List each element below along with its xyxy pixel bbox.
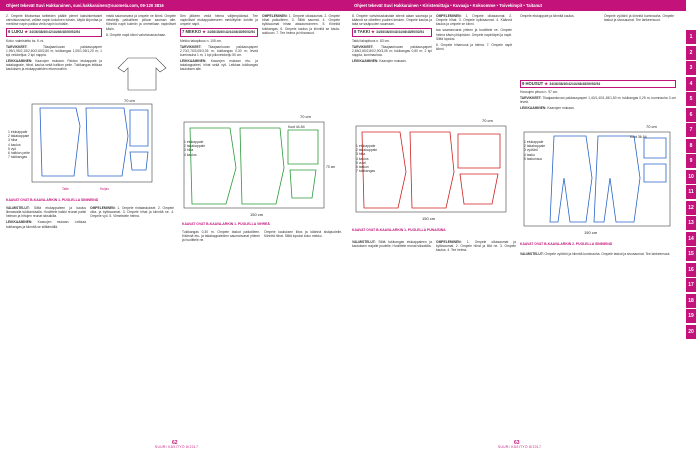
prep-text: Ompele vyötärö ja kiinnitä kuminauha. Ompele taskut ja sivusaumat. Tee lahkeensuut. [544, 252, 671, 256]
pattern-piece-back [410, 132, 454, 208]
legend-item: 3 vyötärö [524, 148, 538, 153]
fabric-length-label: 70 cm [482, 118, 493, 123]
left-pattern-layout-figure [6, 96, 166, 194]
right-page [348, 0, 696, 450]
legend-item: 5 vyö [8, 146, 17, 151]
pattern-sizes: 34/36/38/40/42/44/46/48/50/52/54 [376, 30, 424, 35]
legend-item: 2 takakappale [8, 134, 30, 139]
pattern-sizes: 34/36/38/40/42/44/46/48/50/52/54 [29, 30, 81, 35]
pattern-number: 8 [354, 29, 357, 35]
left-figure-legend [8, 130, 30, 159]
section-tab: 9 [686, 154, 696, 168]
instructions-text: Tukikangas 0,30 m. Ompele taskut paikoilleen. Käännä etu- ja takakappaleiden saumanvarat yhteen ja huolittele ne. [182, 230, 260, 243]
left-page-number: 62 [172, 440, 178, 446]
right-footer: SUURI KÄSITYÖ 8/2017 [498, 445, 542, 449]
left-column-4 [262, 14, 340, 37]
pattern-9-block [520, 80, 676, 112]
star-icon: ★ [544, 81, 549, 86]
section-tab: 2 [686, 46, 696, 60]
fabric-outline [184, 122, 324, 208]
legend-item: 3 hiha [356, 152, 366, 157]
prep-text: Silitä tukikangas etukappaleen ja kauluksen nurjalle puolelle. Huolittele reunat siksakilla. [352, 240, 432, 249]
section-tab: 1 [686, 30, 696, 44]
legend-item: 2 takakappale [184, 144, 206, 149]
pattern-piece-sleeve [288, 130, 318, 164]
sewing-heading: OMPELEMINEN: [436, 14, 462, 18]
left-column-3 [180, 14, 258, 73]
section-tab: 6 [686, 108, 696, 122]
legend-item: 5 vuori [356, 160, 367, 165]
star-icon: ★ [371, 29, 375, 35]
section-tab: 10 [686, 170, 696, 184]
left-bottom-col-1 [6, 206, 86, 231]
pattern-6-header [6, 28, 102, 36]
selvedge-label: Hulpio [100, 187, 110, 191]
pattern-piece-back [240, 128, 284, 204]
pattern-piece-back [86, 108, 128, 176]
pattern-title: TAKKI [357, 29, 370, 35]
coat-figure-caption: KAAVAT OVAT B-KAAVA-ARKIN 1. PUOLELLA PUNAISINA [352, 228, 446, 232]
legend-item: 3 hiha [184, 148, 194, 153]
pattern-title: HOUSUT [525, 81, 544, 86]
fabric-width-label: 150 cm [250, 212, 264, 217]
legend-item: 4 kaulus [184, 152, 197, 157]
fabric-length-label: 70 cm [646, 124, 657, 129]
sewing-text: 1. Ompele olkasaumat. 2. Ompele hihat. 3. Ompele kylkisaumat. 4. Käännä kaulus ja ompele se kiinni. [436, 14, 512, 27]
left-column-1 [6, 14, 102, 73]
legend-item: 6 taskun [356, 165, 369, 170]
legend-item: 7 tukikangas [356, 169, 376, 174]
pattern-sizes: 34/36/38/40/42/44/46/48/50/52/54 [207, 30, 256, 35]
prep-heading: VALMISTELUT: [6, 206, 30, 210]
right-page-number: 63 [514, 440, 520, 446]
right-column-2 [436, 14, 512, 53]
legend-item: 4 tasku [524, 152, 535, 157]
pattern-size-note: Takki takapituus n. 83 cm. [352, 38, 390, 43]
legend-item: 3 hiha [8, 138, 18, 143]
left-figure-caption: KAAVAT OVAT B-KAAVA-ARKIN 1. PUOLELLA SININEINÄ [6, 198, 99, 202]
cutting-text: Kaavojen mukaan etu- ja takakappaleet, hihat sekä vyö. Leikkaa tukikangas kauluksen alle. [180, 59, 258, 72]
instructions-text: Ompele etukappale ja kiinnitä kaulus. [520, 14, 575, 18]
legend-item: 1 etukappale [8, 130, 28, 134]
cutting-heading: LEIKKAAMINEN: [180, 59, 207, 64]
sizes-label: Koot 36-54 [630, 135, 647, 139]
legend-item: 2 takakappale [524, 144, 546, 149]
sewing-heading: OMPELEMINEN: [90, 206, 116, 210]
pattern-size-note: Housujen pituus n. 97 cm. [520, 90, 559, 95]
section-tab: 5 [686, 92, 696, 106]
pattern-number: 9 [522, 81, 525, 86]
instructions-text: Sen jälkeen vedä helma väljempäänsä. Tee napinlävet etukappaleeseen merkittyihin kohtiin ja ompele napit. [180, 14, 258, 27]
pattern-piece-pocket [644, 164, 666, 182]
instructions-text: 8. Ompele vahvistuskaistale sitenti alaan saumoja ja käännä se oikeitten puolien kesken. Ompele kaulus ja taita se sisäpuolen saumaan. [352, 14, 432, 27]
pattern-piece-collar [130, 152, 148, 170]
legend-item: 1 etukappale [356, 144, 376, 148]
instructions-text: 8. Ompele napit kiinni vahvistusnauhaan. [106, 32, 167, 37]
section-tab: 3 [686, 61, 696, 75]
section-tab: 15 [686, 247, 696, 261]
sewing-heading: OMPELEMINEN: [436, 240, 462, 244]
materials-heading: TARVIKKEET: [6, 44, 28, 49]
legend-item: 1 etukappale [524, 140, 544, 144]
fabric-outline [356, 126, 506, 212]
pattern-9-header [520, 80, 676, 88]
section-tab: 12 [686, 201, 696, 215]
materials-text: Tilaajaankuvan pakkauspaperi 2,65/2,80/2,80/2,90/3,05 m; tukikangas 0,80 m; 2 kpl nappia, kuminauhaa. [352, 44, 432, 58]
fold-label: Taite [62, 187, 69, 191]
fabric-width-label: 70 cm [124, 98, 135, 103]
left-bottom-col-2 [90, 206, 174, 220]
instructions-text: Ompele vyötärö ja kiinnitä kuminauha. Ompele taskut ja sivusaumat. Tee lahkeensuut. [604, 14, 674, 23]
materials-heading: TARVIKKEET: [180, 44, 202, 49]
section-tab: 20 [686, 325, 696, 339]
right-bottom-col-2 [436, 240, 516, 254]
fabric-width-label: 150 cm [422, 216, 436, 221]
dress-pattern-layout-figure [180, 108, 344, 218]
instructions-text: 6. Ompele hihansuut ja helma. 7. Ompele napit kiinni. [436, 42, 512, 52]
sewing-text: 1. Ompele olkasaumat. 2. Ompele hihat paikoilleen. 3. Silitä saumat. 4. Ompele kylkisaumat hihan alasaumoineen. 5. Kiinnitä tukikangas. 6. Ompele kaulus ja kiinnitä se kaula-aukkoon. 7. Tee helma ja hihansuut. [262, 14, 340, 35]
pattern-size-note: Mekko takapituus n. 105 cm. [180, 38, 222, 43]
garment-sketch [118, 58, 166, 90]
section-tab: 17 [686, 278, 696, 292]
pattern-number: 6 [8, 29, 11, 35]
pattern-8-header [352, 28, 432, 36]
section-tab: 4 [686, 77, 696, 91]
star-icon: ★ [24, 29, 29, 35]
star-icon: ★ [202, 29, 207, 35]
cutting-heading: LEIKKAAMINEN: [520, 106, 547, 111]
fabric-outline [524, 132, 670, 226]
right-column-3 [520, 14, 600, 20]
trousers-figure-caption: KAAVAT OVAT B-KAAVA-ARKIN 2. PUOLELLA SININEINÄ [520, 242, 613, 246]
legend-item: 6 halkion peite [8, 151, 30, 156]
instructions-text: mistä saumanvara ja ompele ne kiinni. Ompele vetoketju paikoilleen piiloon sauman alle. Kiinnitä napit kulmiin ja ommellaan napinlävet käsin. [106, 14, 176, 31]
fabric-width-label: 150 cm [584, 230, 598, 235]
left-intro: 2. Ompele liitoksessa taitteiden päälle pienet kaksinkertaiset vahvistusnauhat, valitse napin kokoinen toissin, käytä kirjontaa ja merkitse napin paikka vielä napin kohdalle. [6, 14, 102, 27]
instructions-text: taa saumanvarat yhteen ja huolittele ne. Ompele helma käsin piilopistoin. Ompele napinläpet ja napit. Silitä lopuksi. [436, 28, 512, 41]
prep-heading: VALMISTELUT: [352, 240, 376, 244]
coat-figure-legend [356, 144, 377, 173]
materials-text: Tilaajaankuvan pakkauspaperi 1,40/1,40/1,45/1,50 m; tukikangas 0,25 m; kuminauha 3 cm leveä. [520, 96, 676, 105]
pattern-sizes: 34/36/38/40/42/44/46/48/50/52/54 [549, 82, 601, 86]
section-tab: 14 [686, 232, 696, 246]
pattern-piece-back [594, 136, 640, 222]
cutting-text: Kaavojen mukaan. [379, 59, 407, 64]
pattern-piece-collar [290, 170, 316, 198]
sewing-text: 1. Ompele olkasaumat ja kylkisaumat. 2. Ompele hihat ja liitä ne. 3. Ompele kaulus. 4. Tee helma. [436, 240, 516, 253]
legend-item: 4 kaulus [356, 156, 369, 161]
trousers-pattern-layout-figure [520, 118, 676, 238]
section-tab: 18 [686, 294, 696, 308]
cutting-text: Kaavojen mukaan: Paidan etukappale ja takakappale, hihat, kaulus sekä halkion peite. Tukikangas leikkaa kauluksen ja etukappaleiden etureunoihin. [6, 59, 102, 72]
legend-item: 7 tukikangas [8, 155, 28, 160]
materials-heading: TARVIKKEET: [352, 44, 374, 49]
cutting-text: Kaavojen mukaan. Leikkaa tukikangas ja kiinnitä se silittämällä. [6, 220, 86, 229]
right-bottom-col-1 [352, 240, 432, 250]
pattern-piece-waistband [644, 138, 666, 158]
right-column-1 [352, 14, 432, 65]
cutting-text: Kaavojen mukaan. [547, 106, 575, 111]
pattern-size-note: Koko: valmistettu ks. K-nt. [6, 38, 45, 43]
left-bottom-col-3 [182, 230, 260, 244]
materials-text: Tilaajaankuvan pakkauspaperi 2,70/2,70/3,05/3,05 m; tukikangas 0,30 m; leveä kuminauha 1 m; 1 kpl piilovetoketju 50 cm. [180, 44, 258, 58]
materials-text: Tilaajaankuvan pakkauspaperi 1,95/1,95/2,15/2,60/2,60/2,80 m; tukikangas 1,05/1,05/1,20 m; 1 kpl vetoketjua; 2 kpl nappia. [6, 44, 102, 58]
materials-heading: TARVIKKEET: [520, 96, 542, 101]
pattern-title: MEKKO [185, 29, 202, 35]
fabric-length-label: 70 cm [300, 114, 311, 119]
right-bottom-col-3 [520, 252, 676, 258]
pattern-piece-front [40, 108, 80, 176]
pattern-title: LUKU [11, 29, 24, 35]
right-column-4 [604, 14, 674, 24]
pattern-piece-sleeve [130, 110, 148, 146]
trousers-figure-legend [524, 140, 545, 161]
section-tab: 7 [686, 123, 696, 137]
section-tab: 19 [686, 309, 696, 323]
section-tab: 8 [686, 139, 696, 153]
legend-item: 5 taskunsuu [524, 156, 543, 161]
prep-text: Silitä etukappaleen ja kaulus liimaavalla tukikankaalla. Huolittele kaikki reunat paitsi helman ja hihojen reunat siksakilla. [6, 206, 86, 219]
dress-illustration [108, 54, 176, 94]
instructions-text: Ompele kauluksen liitos ja käännä sisäpuolelle. Kiinnitä hihat. Silitä lopuksi koko mekko. [264, 230, 342, 239]
cutting-heading: LEIKKAAMINEN: [6, 59, 33, 64]
prep-heading: VALMISTELUT: [520, 252, 544, 256]
fabric-width-label-2: 70 cm [326, 165, 336, 169]
pattern-piece-front [550, 136, 592, 222]
left-column-2 [106, 14, 176, 39]
right-running-head: Ohjeet tekevät Suvi Hakkarainen • Kiristemittaja • Kuvaaja • Kokoomme • Toivekimpit • Taitanut [348, 0, 686, 11]
section-tab: 11 [686, 185, 696, 199]
section-tabs [686, 30, 696, 340]
sewing-heading: OMPELEMINEN: [262, 14, 288, 18]
dress-figure-legend [184, 140, 205, 157]
section-tab: 13 [686, 216, 696, 230]
pattern-piece-sleeve [458, 134, 500, 168]
legend-item: 1 etukappale [184, 140, 204, 144]
sizes-label: Koot 44-54 [288, 125, 305, 129]
dress-figure-caption: KAAVAT OVAT B-KAAVA-ARKIN 1. PUOLELLA VIHREÄ [182, 222, 270, 226]
pattern-7-header [180, 28, 258, 36]
left-footer: SUURI KÄSITYÖ 8/2017 [155, 445, 199, 449]
cutting-heading: LEIKKAAMINEN: [352, 59, 379, 64]
sewing-text: 1. Ompele rintalaskokset. 2. Ompele olka- ja kylkisaumat. 3. Ompele hihat ja kiinnitä ne. 4. Ompele vyö. 5. Viimeistele helma. [90, 206, 175, 219]
legend-item: 2 takakappale [356, 148, 378, 153]
section-tab: 16 [686, 263, 696, 277]
pattern-number: 7 [182, 29, 185, 35]
left-bottom-col-4 [264, 230, 342, 240]
left-running-head: Ohjeet tekevät Suvi Hakkarainen, suvi.hakkarainen@suomela.com, 09-120 3816 [0, 0, 348, 11]
legend-item: 4 kaulus [8, 142, 21, 147]
cutting-heading: LEIKKAAMINEN: [6, 220, 33, 225]
pattern-piece-collar [460, 174, 498, 204]
